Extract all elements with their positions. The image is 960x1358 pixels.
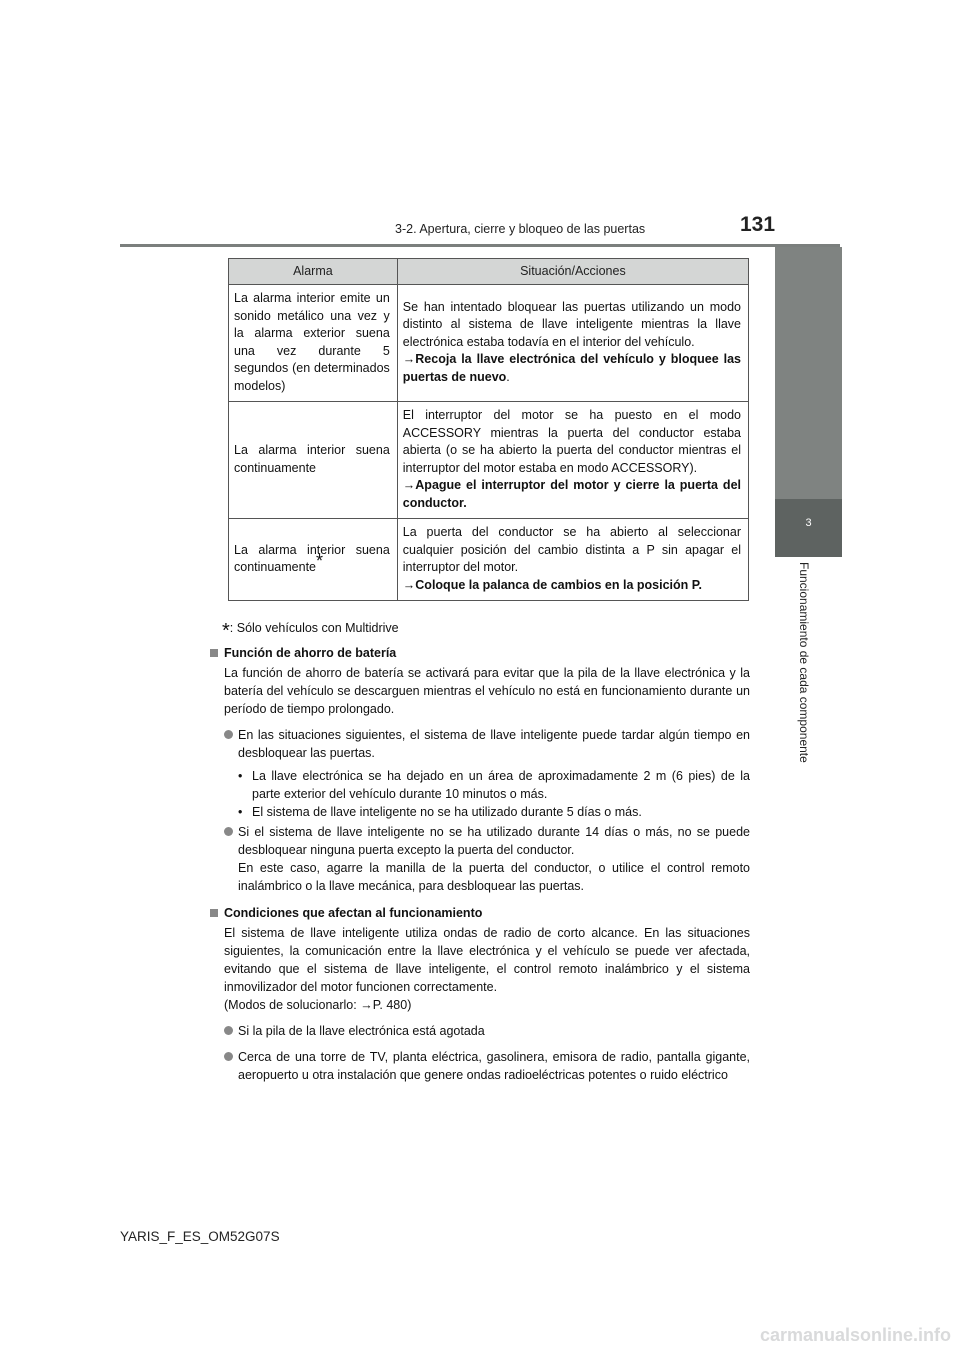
list-item-continuation: En este caso, agarre la manilla de la puerta del conductor, o utilice el control remoto inalámbrico o la llave mecánica, para desbloquear las puertas. [238,861,750,893]
column-header-alarm: Alarma [229,259,398,285]
header-rule [120,244,840,247]
list-item [224,1022,750,1040]
arrow: → [360,998,373,1012]
arrow: → [402,352,416,367]
alarm-cell [229,519,398,601]
alarm-text: La alarma interior suena continuamente [234,542,390,574]
footnote-mark: * [222,620,230,642]
list-item [224,823,750,895]
circle-bullet-icon [224,730,233,739]
footnote [222,620,399,643]
sub-list-item [224,767,750,803]
situation-text: Se han intentado bloquear las puertas utilizando un modo distinto al sistema de llave inteligente mientras la llave electrónica estaba todavía en el interior del vehículo. [402,299,741,349]
list-item-text: Si la pila de la llave electrónica está agotada [238,1024,485,1038]
header-title: 3-2. Apertura, cierre y bloqueo de las puertas [395,222,646,236]
situation-text: La puerta del conductor se ha abierto al seleccionar cualquier posición del cambio distinta a P sin apagar el interruptor del motor. [402,525,741,574]
alarm-cell: La alarma interior suena continuamente [229,402,398,519]
table-row [229,285,749,402]
chapter-tab [775,499,842,557]
circle-bullet-icon [224,1052,233,1061]
situation-text: El interruptor del motor se ha puesto en el modo ACCESSORY mientras la puerta del conductor estaba abierta (o se ha abierto la puerta del conductor mientras el interruptor del motor estaba en modo ACCESSORY). [402,408,741,475]
alarm-table [228,258,749,601]
sub-list-item-text: La llave electrónica se ha dejado en un área de aproximadamente 2 m (6 pies) de la parte exterior del vehículo durante 10 minutos o más. [252,769,750,801]
situation-cell [397,285,748,402]
column-header-situation: Situación/Acciones [397,259,748,285]
table-row [229,519,749,601]
action-text: Recoja la llave electrónica del vehículo y bloquee las puertas de nuevo [402,352,741,384]
chapter-number: 3 [805,517,812,529]
action-end: . [506,369,510,384]
sub-bullet-marker: • [238,805,243,819]
section-heading [210,644,750,662]
square-bullet-icon [210,909,218,917]
page-reference-link[interactable]: P. 480) [372,998,412,1012]
side-band [775,247,842,499]
chapter-label: Funcionamiento de cada componente [797,562,811,763]
list-item-text: Si el sistema de llave inteligente no se ha utilizado durante 14 días o más, no se puede desbloquear ninguna puerta excepto la puerta del conductor. [238,825,750,857]
arrow: → [402,577,416,592]
document-code: YARIS_F_ES_OM52G07S [120,1229,280,1244]
circle-bullet-icon [224,827,233,836]
section-heading-text: Condiciones que afectan al funcionamiento [224,906,483,920]
watermark: carmanualsonline.info [760,1325,952,1345]
list-item [224,726,750,762]
page-number: 131 [740,213,776,236]
circle-bullet-icon [224,1026,233,1035]
paragraph: La función de ahorro de batería se activará para evitar que la pila de la llave electrónica y la batería del vehículo se descarguen mientras el vehículo no está en funcionamiento durante un período de tiempo prolongado. [224,666,750,716]
list-item [224,1048,750,1084]
paragraph-text: El sistema de llave inteligente utiliza ondas de radio de corto alcance. En las situaciones siguientes, la comunicación entre la llave electrónica y el vehículo se puede ver afectada, evitando que el sistema de llave inteligente, el control remoto inalámbrico y el sistema inmovilizador del motor funcionen correctamente. [224,926,750,994]
table-header-row [229,259,749,285]
list-item-text: En las situaciones siguientes, el sistema de llave inteligente puede tardar algún tiempo en desbloquear las puertas. [238,728,750,760]
situation-cell [397,402,748,519]
paragraph [224,924,750,1014]
table-row [229,402,749,519]
arrow: → [402,478,416,492]
sub-list-item-text: El sistema de llave inteligente no se ha utilizado durante 5 días o más. [252,805,642,819]
footnote-text: : Sólo vehículos con Multidrive [229,621,399,635]
square-bullet-icon [210,649,218,657]
situation-cell [397,519,748,601]
action-text: Coloque la palanca de cambios en la posición P. [415,577,702,592]
alarm-cell: La alarma interior emite un sonido metálico una vez y la alarma exterior suena una vez durante 5 segundos (en determinados modelos) [229,285,398,402]
section-heading [210,904,750,922]
footnote-mark: * [316,551,324,571]
action-text: Apague el interruptor del motor y cierre la puerta del conductor. [402,478,741,510]
solution-prefix: (Modos de solucionarlo: [224,998,361,1012]
list-item-text: Cerca de una torre de TV, planta eléctrica, gasolinera, emisora de radio, pantalla gigante, aeropuerto u otra instalación que genere ondas radioeléctricas potentes o ruido eléctrico [238,1050,750,1082]
sub-list-item [224,803,750,821]
content [224,644,750,1084]
sub-bullet-marker: • [238,769,243,783]
section-heading-text: Función de ahorro de batería [224,646,397,660]
